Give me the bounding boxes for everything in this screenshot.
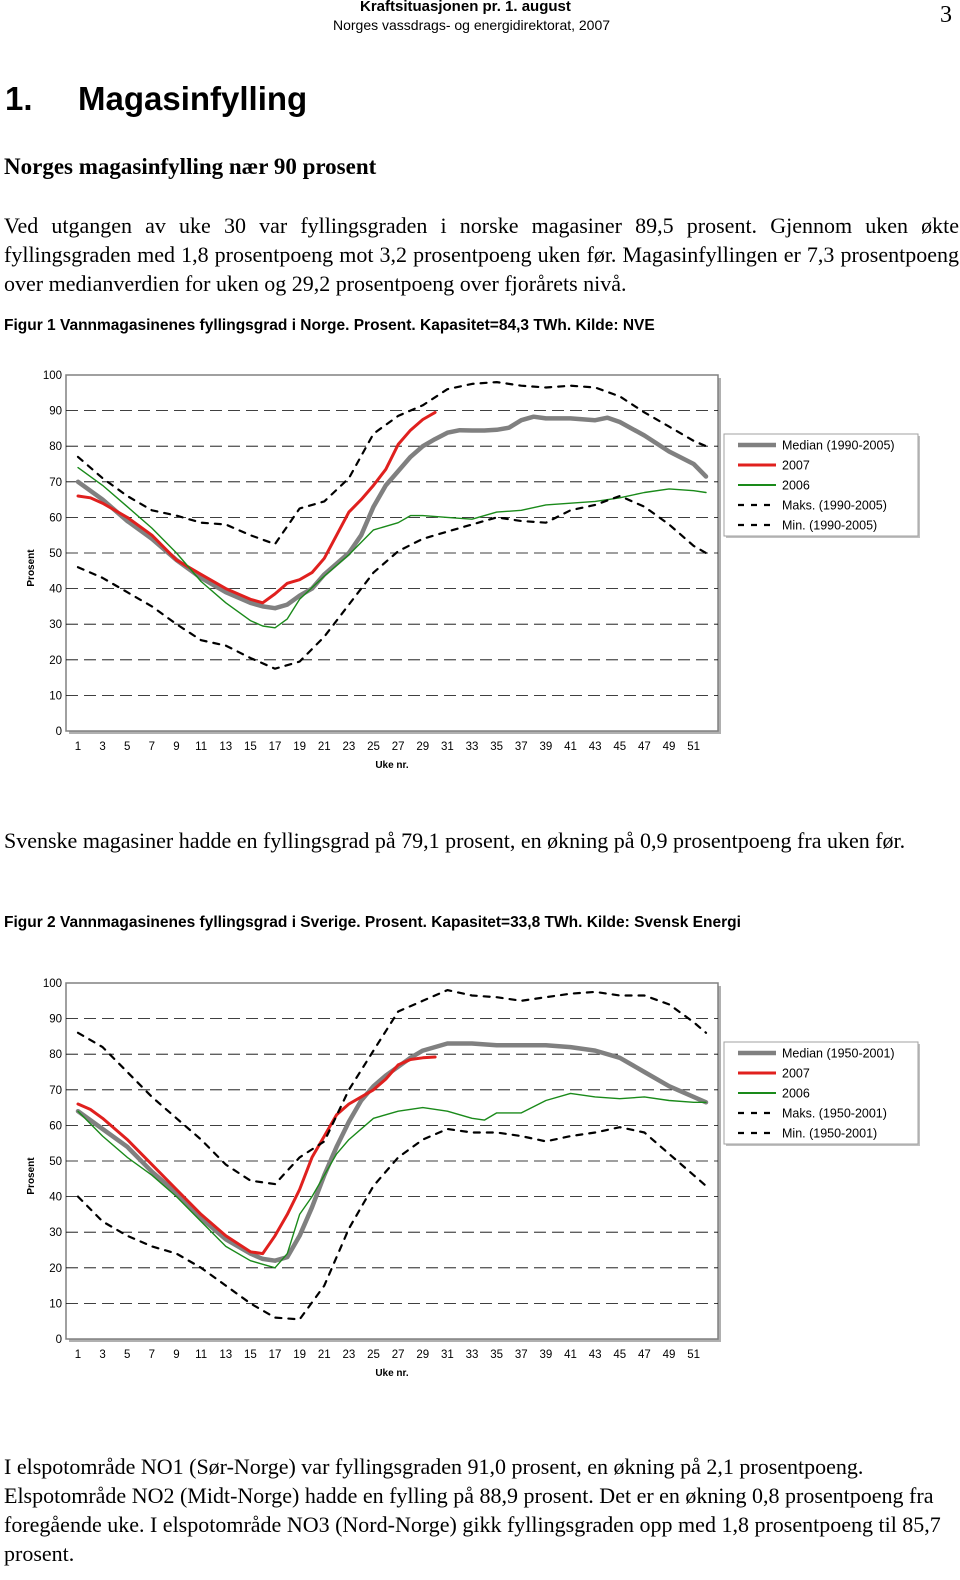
y-tick-label: 50 [49,548,62,560]
x-tick-label: 7 [148,741,156,753]
paragraph-3: I elspotområde NO1 (Sør-Norge) var fyllingsgraden 91,0 prosent, en økning på 2,1 prosentpoeng. Elspotområde NO2 (Midt-Norge) hadde en fylling på 88,9 prosent. Det er en økning 0,8 prosentpoeng fra foregående uke. I elspotområde NO3 (Nord-Norge) gikk fyllingsgraden opp med 1,8 prosentpoeng til 85,7 prosent. [4,1454,941,1566]
legend-label: Min. (1990-2005) [782,518,878,533]
y-tick-label: 80 [49,441,62,454]
x-tick-label: 51 [687,741,701,753]
section-title: Magasinfylling [78,80,308,117]
figure-2-caption: Figur 2 Vannmagasinenes fyllingsgrad i Sverige. Prosent. Kapasitet=33,8 TWh. Kilde: Svensk Energi [4,914,741,931]
header-title: Kraftsituasjonen pr. 1. august [360,0,571,15]
x-tick-label: 39 [539,741,553,753]
y-tick-label: 10 [49,690,62,703]
page-number: 3 [940,2,952,28]
y-tick-label: 60 [49,1120,62,1133]
y-tick-label: 70 [49,1084,62,1097]
x-axis-label: Uke nr. [375,1368,409,1379]
x-tick-label: 21 [317,741,331,753]
y-axis-label: Prosent [26,549,37,587]
y-tick-label: 50 [49,1156,62,1168]
y-tick-label: 30 [49,1227,62,1240]
y-tick-label: 60 [49,512,62,525]
y-tick-label: 80 [49,1049,62,1062]
legend-label: Median (1990-2005) [782,438,895,453]
x-tick-label: 29 [416,741,430,753]
x-tick-label: 31 [441,741,454,753]
x-tick-label: 49 [662,1349,676,1361]
legend-label: 2007 [782,1066,810,1081]
legend-label: Min. (1950-2001) [782,1126,878,1141]
x-tick-label: 33 [465,741,479,753]
x-tick-label: 35 [490,1349,504,1361]
x-tick-label: 43 [588,741,602,753]
legend-label: Maks. (1950-2001) [782,1106,887,1121]
x-tick-label: 39 [539,1349,553,1361]
y-tick-label: 20 [49,654,62,667]
y-tick-label: 40 [49,1191,62,1204]
header-subtitle: Norges vassdrags- og energidirektorat, 2007 [333,17,611,33]
y-axis-label: Prosent [26,1157,37,1195]
x-tick-label: 49 [662,741,676,753]
x-tick-label: 31 [441,1349,454,1361]
x-tick-label: 33 [465,1349,479,1361]
x-tick-label: 45 [613,741,627,753]
x-tick-label: 3 [99,1349,106,1361]
x-tick-label: 51 [687,1349,701,1361]
y-tick-label: 0 [55,726,62,738]
y-tick-label: 90 [49,405,62,418]
x-tick-label: 11 [195,1349,208,1361]
x-tick-label: 13 [219,741,233,753]
legend-label: 2006 [782,478,810,493]
legend-label: Median (1950-2001) [782,1046,895,1061]
x-tick-label: 27 [391,1349,405,1361]
x-tick-label: 29 [416,1349,430,1361]
y-tick-label: 70 [49,476,62,489]
y-tick-label: 10 [49,1298,62,1311]
x-tick-label: 23 [342,1349,356,1361]
legend-label: Maks. (1990-2005) [782,498,887,513]
y-tick-label: 40 [49,583,62,596]
section-heading [5,80,307,118]
x-tick-label: 37 [514,1349,528,1361]
y-tick-label: 90 [49,1013,62,1026]
x-tick-label: 13 [219,1349,233,1361]
x-tick-label: 25 [367,741,380,753]
x-tick-label: 9 [173,1349,180,1361]
x-tick-label: 1 [74,741,82,753]
x-tick-label: 17 [268,1349,282,1361]
y-tick-label: 30 [49,619,62,632]
legend-label: 2007 [782,458,810,473]
x-tick-label: 27 [391,741,405,753]
x-tick-label: 21 [317,1349,331,1361]
x-tick-label: 45 [613,1349,627,1361]
x-tick-label: 47 [638,741,651,753]
x-tick-label: 43 [588,1349,602,1361]
x-axis-label: Uke nr. [375,760,409,771]
x-tick-label: 9 [173,741,180,753]
x-tick-label: 5 [124,1349,131,1361]
x-tick-label: 23 [342,741,356,753]
x-tick-label: 15 [243,1349,257,1361]
x-tick-label: 17 [268,741,282,753]
y-tick-label: 100 [42,370,62,382]
x-tick-label: 41 [564,1349,577,1361]
section-number: 1. [5,80,33,117]
x-tick-label: 25 [367,1349,380,1361]
figure-1-chart [0,360,960,780]
x-tick-label: 7 [148,1349,156,1361]
x-tick-label: 37 [514,741,528,753]
x-tick-label: 19 [293,1349,307,1361]
page-header [0,0,960,40]
x-tick-label: 3 [99,741,106,753]
figure-1-caption: Figur 1 Vannmagasinenes fyllingsgrad i Norge. Prosent. Kapasitet=84,3 TWh. Kilde: NVE [4,317,655,334]
y-tick-label: 0 [55,1334,62,1346]
paragraph-2: Svenske magasiner hadde en fyllingsgrad på 79,1 prosent, en økning på 0,9 prosentpoeng fra uken før. [4,828,906,853]
subheading: Norges magasinfylling nær 90 prosent [4,154,377,179]
x-tick-label: 35 [490,741,504,753]
x-tick-label: 5 [124,741,131,753]
x-tick-label: 41 [564,741,577,753]
x-tick-label: 1 [74,1349,82,1361]
y-tick-label: 100 [42,978,62,990]
paragraph-1: Ved utgangen av uke 30 var fyllingsgraden i norske magasiner 89,5 prosent. Gjennom uken økte fyllingsgraden med 1,8 prosentpoeng mot 3,2 prosentpoeng uken før. Magasinfyllingen er 7,3 prosentpoeng over medianverdien for uken og 29,2 prosentpoeng over fjorårets nivå. [4,213,959,296]
figure-2-chart [0,968,960,1388]
x-tick-label: 19 [293,741,307,753]
y-tick-label: 20 [49,1262,62,1275]
x-tick-label: 11 [195,741,208,753]
x-tick-label: 15 [243,741,257,753]
legend-label: 2006 [782,1086,810,1101]
x-tick-label: 47 [638,1349,651,1361]
